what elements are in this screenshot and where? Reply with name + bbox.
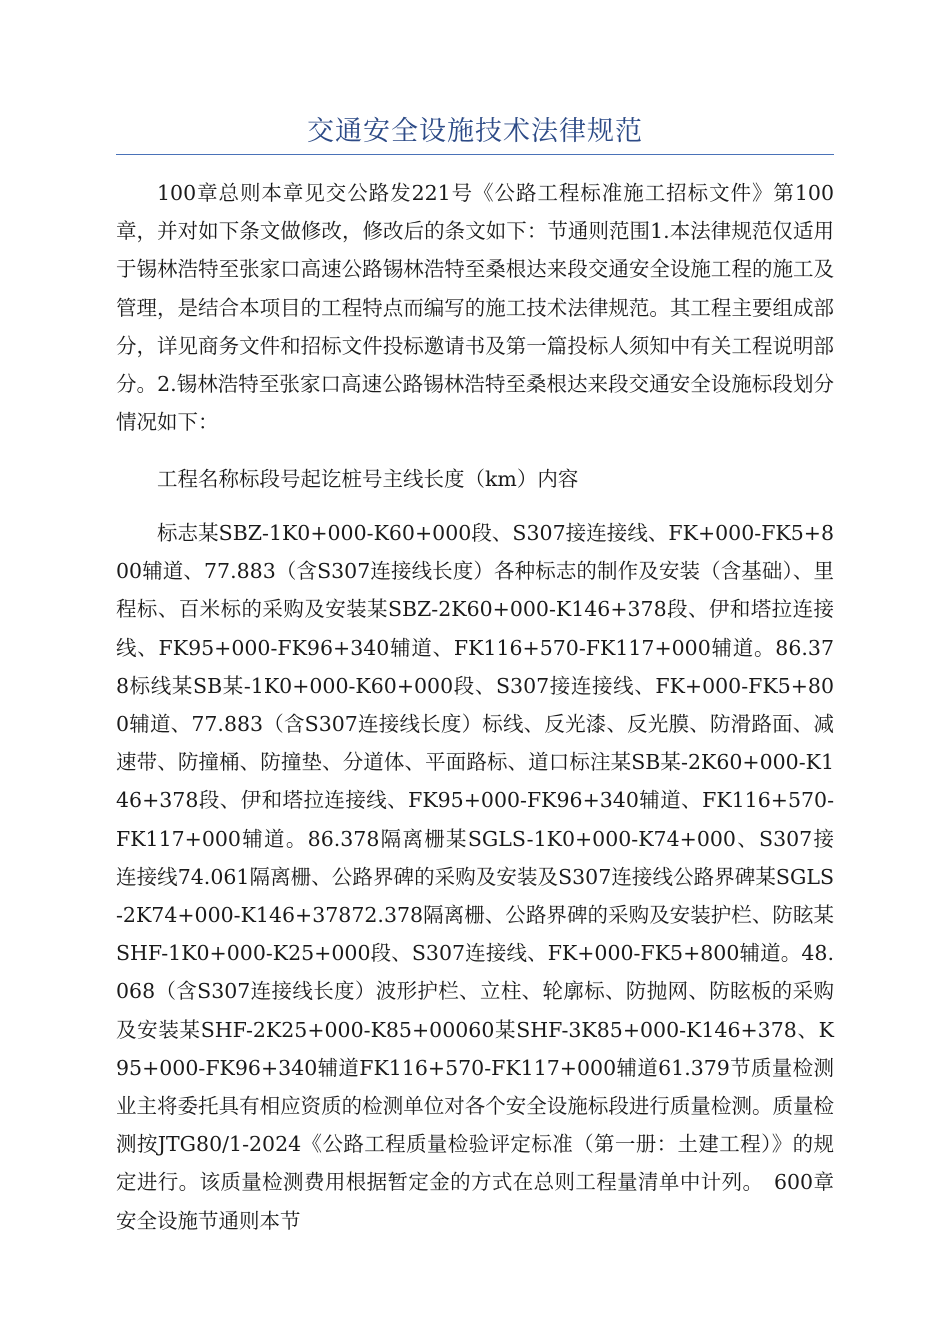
paragraph-section-details: 标志某SBZ-1K0+000-K60+000段、S307接连接线、FK+000-FK5+800辅道、77.883（含S307连接线长度）各种标志的制作及安装（含基础）、里程标、百米标的采购及安装某SBZ-2K60+000-K146+378段、伊和塔拉连接线、FK95+000-FK96+340辅道、FK116+570-FK117+000辅道。86.378标线某SB某-1K0+000-K60+000段、S307接连接线、FK+000-FK5+800辅道、77.883（含S307连接线长度）标线、反光漆、反光膜、防滑路面、减速带、防撞桶、防撞垫、分道体、平面路标、道口标注某SB某-2K60+000-K146+378段、伊和塔拉连接线、FK95+000-FK96+340辅道、FK116+570-FK117+000辅道。86.378隔离栅某SGLS-1K0+000-K74+000、S307接连接线74.061隔离栅、公路界碑的采购及安装及S307连接线公路界碑某SGLS-2K74+000-K146+37872.378隔离栅、公路界碑的采购及安装护栏、防眩某SHF-1K0+000-K25+000段、S307连接线、FK+000-FK5+800辅道。48.068（含S307连接线长度）波形护栏、立柱、轮廓标、防抛网、防眩板的采购及安装某SHF-2K25+000-K85+00060某SHF-3K85+000-K146+378、K95+000-FK96+340辅道FK116+570-FK117+000辅道61.379节质量检测业主将委托具有相应资质的检测单位对各个安全设施标段进行质量检测。质量检测按JTG80/1-2024《公路工程质量检验评定标准（第一册：土建工程）》的规定进行。该质量检测费用根据暂定金的方式在总则工程量清单中计列。 600章安全设施节通则本节 xyxy=(116,521,834,1233)
paragraph-general-provisions: 100章总则本章见交公路发221号《公路工程标准施工招标文件》第100章，并对如下条文做修改，修改后的条文如下：节通则范围1.本法律规范仅适用于锡林浩特至张家口高速公路锡林浩特至桑根达来段交通安全设施工程的施工及管理，是结合本项目的工程特点而编写的施工技术法律规范。其工程主要组成部分，详见商务文件和招标文件投标邀请书及第一篇投标人须知中有关工程说明部分。2.锡林浩特至张家口高速公路锡林浩特至桑根达来段交通安全设施标段划分情况如下： xyxy=(116,181,834,435)
title-underline xyxy=(116,154,834,155)
document-title: 交通安全设施技术法律规范 xyxy=(307,116,643,147)
paragraph-table-header: 工程名称标段号起讫桩号主线长度（km）内容 xyxy=(157,467,579,491)
